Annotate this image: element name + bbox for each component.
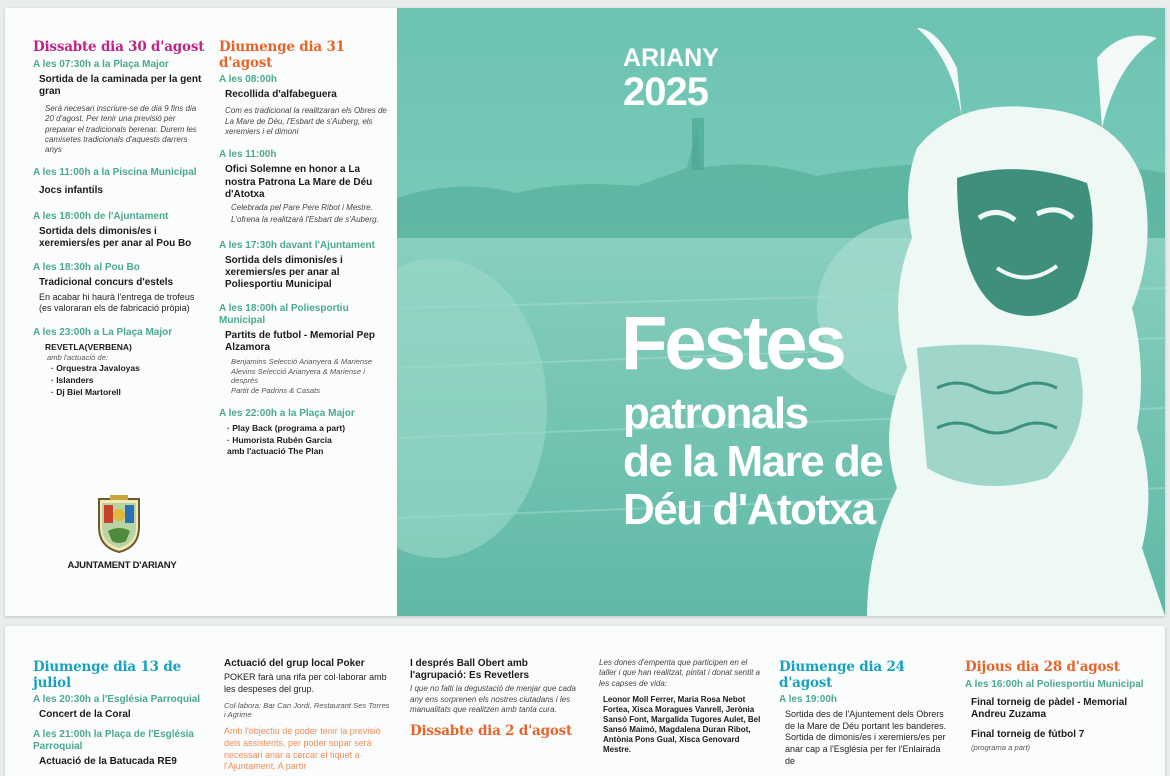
event-description: En acabar hi haurà l'entrega de trofeus (es valoraran els de fabricació pròpia)	[39, 291, 195, 314]
event-time: A les 08:00h	[219, 74, 277, 86]
participants-list: Leonor Moll Ferrer, Maria Rosa Nebot Fortea, Xisca Moragues Vanrell, Jerònia Sansó Font, Margalida Tugores Aulet, Bel Sansó Maimó, Magdalena Duran Ribot, Antònia Pons Gual, Xisca Genovard Mestre.	[603, 695, 761, 755]
day-heading: Diumenge dia 13 de juliol	[33, 659, 181, 691]
poster-title-line: patronals	[623, 389, 808, 438]
event-note: Com es tradicional la realitzaran els Obres de La Mare de Déu, l'Esbart de s'Auberg, els xeremiers i el dimoni	[225, 106, 387, 136]
day-heading: Diumenge dia 31 d'agost	[219, 39, 345, 71]
event-title: Ofici Solemne en honor a La nostra Patrona La Mare de Déu d'Atotxa	[225, 164, 373, 200]
poster-town: ARIANY	[623, 44, 719, 72]
day-heading: Diumenge dia 24 d'agost	[779, 659, 905, 691]
municipal-crest-icon	[96, 495, 142, 553]
column-poker-performance	[224, 656, 392, 774]
event-title: Concert de la Coral	[39, 709, 131, 721]
event-note: Serà necesari inscriure-se de dia 9 fins dia 20 d'agost. Per tenir una previsió per preparar el tradicionals berenar. Durem les camisetes tradicionals d'aquests darrers anys	[45, 103, 197, 155]
list-item: · Dj Biel Martorell	[51, 386, 121, 397]
event-title: Actuació del grup local Poker	[224, 658, 365, 669]
list-item: · Play Back (programa a part)	[227, 423, 346, 434]
event-title: Actuació de la Batucada RE9	[39, 756, 177, 768]
event-note: Celebrada pel Pare Pere Ribot i Mestre.	[231, 202, 373, 212]
poster-title-line: Déu d'Atotxa	[623, 485, 875, 534]
event-time: A les 16:00h al Poliesportiu Municipal	[965, 678, 1144, 690]
event-time: A les 19:00h	[779, 694, 837, 706]
event-note: Partit de Padrins & Casats	[231, 386, 321, 396]
list-item: amb l'actuació The Plan	[227, 446, 324, 457]
event-note: Benjamins Selecció Arianyera & Mariense	[231, 356, 373, 366]
event-time: A les 11:00h a la Piscina Municipal	[33, 166, 197, 178]
event-title: Sortida dels dimonis/es i xeremiers/es per anar al Pou Bo	[39, 226, 192, 250]
event-time: A les 22:00h a la Plaça Major	[219, 408, 355, 420]
event-description: POKER farà una rifa per col·laborar amb les despeses del grup.	[224, 672, 387, 694]
column-sunday-13-july	[33, 660, 205, 770]
event-title: Final torneig de pàdel - Memorial Andreu Zuzama	[971, 696, 1128, 720]
event-time: A les 18:00h al Poliesportiu Municipal	[219, 303, 349, 327]
event-time: A les 18:00h de l'Ajuntament	[33, 211, 169, 223]
event-time: A les 23:00h a La Plaça Major	[33, 326, 173, 338]
event-note: (programa a part)	[971, 743, 1031, 753]
column-thursday-28-august	[965, 660, 1145, 753]
event-title: Sortida de la caminada per la gent gran	[39, 73, 202, 97]
program-front-page	[5, 8, 1165, 616]
event-time: A les 07:30h a la Plaça Major	[33, 58, 169, 70]
event-time: A les 17:30h davant l'Ajuntament	[219, 239, 375, 251]
council-name: AJUNTAMENT D'ARIANY	[67, 560, 177, 571]
column-workshop-women	[599, 656, 761, 755]
event-note: Col·labora: Bar Can Jordi, Restaurant Ses Torres i Agrime	[224, 700, 390, 720]
event-title: Tradicional concurs d'estels	[39, 277, 174, 289]
list-item: · Humorista Rubén Garcia	[227, 434, 332, 445]
column-sunday-24-august	[779, 660, 949, 768]
event-time: A les 11:00h	[219, 149, 277, 161]
column-open-dance	[410, 656, 580, 742]
ticket-notice: Amb l'objectiu de poder tenir la previsió dels assistents, per poder sopar serà necessari anar a cercar el tiquet a l'Ajuntament. A partir	[224, 726, 381, 772]
poster-title-line: Festes	[621, 301, 844, 386]
program-inner-page	[5, 626, 1165, 776]
day-heading: Dijous dia 28 d'agost	[965, 659, 1120, 675]
day-heading: Dissabte dia 30 d'agost	[33, 39, 205, 55]
event-title: Recollida d'alfabeguera	[225, 89, 337, 101]
event-title: I després Ball Obert amb l'agrupació: Es Revetlers	[410, 658, 530, 682]
list-item: · Orquestra Javaloyas	[51, 363, 140, 374]
event-note: L'ofrena la realitzarà l'Esbart de s'Auberg.	[231, 215, 379, 225]
event-description: Sortida des de l'Ajuntement dels Obrers de la Mare de Déu portant les banderes. Sortida de dimonis/es i xeremiers/es per anar cap a l'Església per fer l'Enlairada de	[785, 709, 947, 766]
event-time: A les 18:30h al Pou Bo	[33, 262, 140, 274]
festival-poster	[397, 8, 1165, 616]
event-time: A les 21:00h la Plaça de l'Església Parroquial	[33, 729, 194, 753]
event-note: I que no falti la degustació de menjar que cada any ens sorprenen els nostres ciutadans i les manualitats que realitzen amb tanta cura.	[410, 684, 576, 715]
event-title: Sortida dels dimonis/es i xeremiers/es per anar al Poliesportiu Municipal	[225, 254, 343, 291]
poster-title-line: de la Mare de	[623, 437, 883, 486]
event-note: Alevins Selecció Arianyera & Mariense i després	[231, 366, 365, 386]
event-title: Final torneig de fútbol 7	[971, 728, 1085, 740]
list-item: · Islanders	[51, 375, 94, 386]
day-heading: Dissabte dia 2 d'agost	[410, 722, 573, 739]
column-sunday-31-august	[219, 40, 391, 457]
event-title: Jocs infantils	[39, 184, 103, 196]
event-title: REVETLA(VERBENA)	[45, 341, 132, 352]
poster-year: 2025	[623, 70, 708, 114]
column-saturday-30-august	[33, 40, 205, 397]
event-time: A les 20:30h a l'Església Parroquial	[33, 694, 201, 706]
event-note: Les dones d'empenta que participen en el taller i que han realitzat, pintat i donat sentit a les capses de vida:	[599, 658, 760, 688]
event-title: Partits de futbol - Memorial Pep Alzamora	[225, 330, 376, 354]
event-note: amb l'actuació de:	[47, 352, 108, 362]
